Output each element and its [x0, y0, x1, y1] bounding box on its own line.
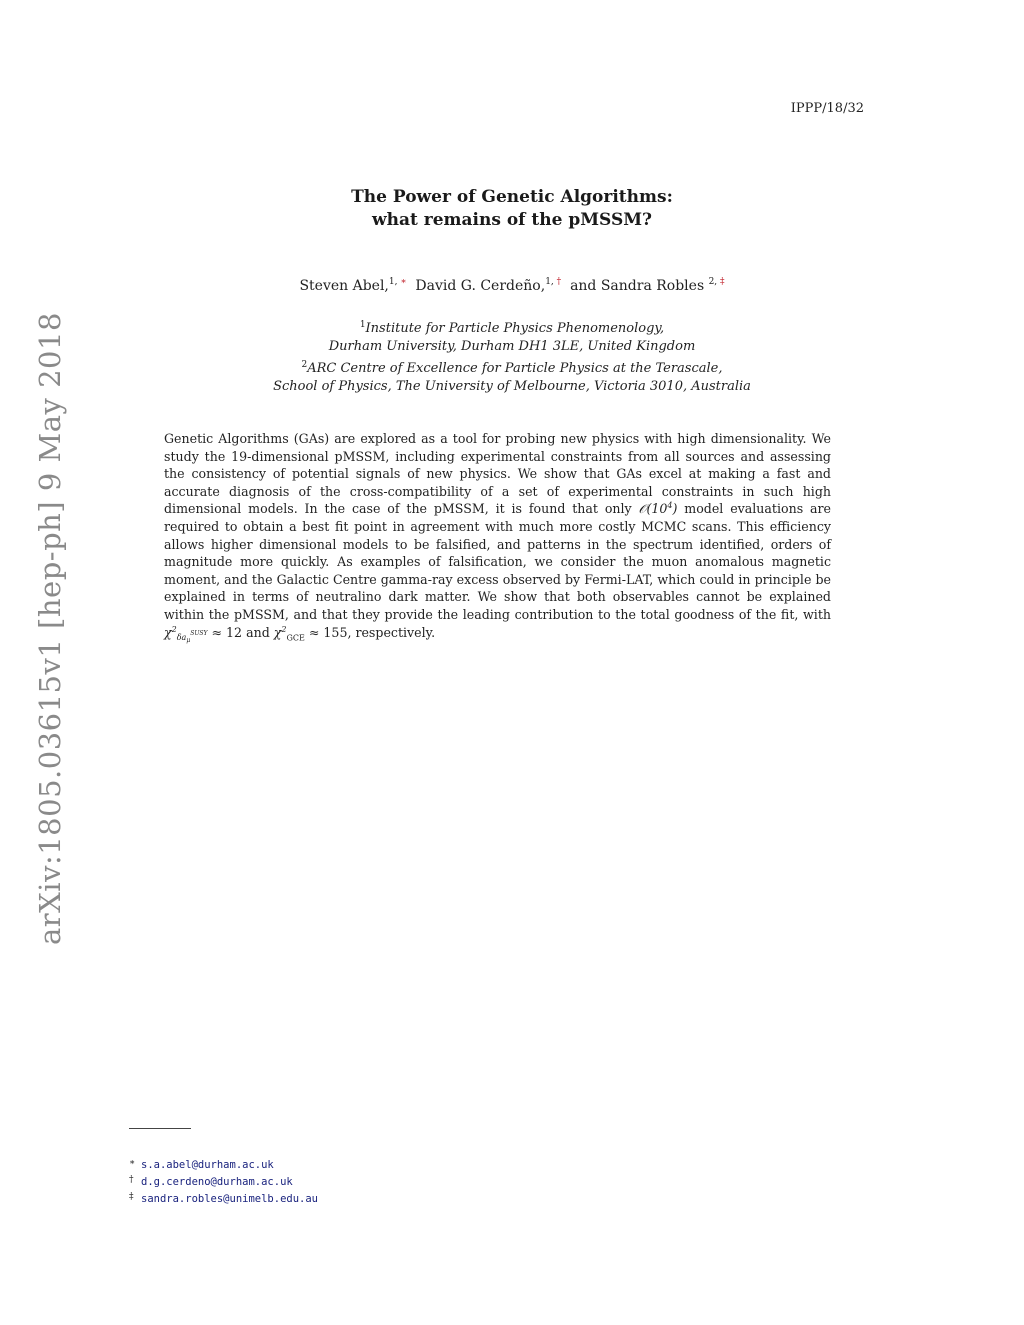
- affiliation-line: $^2$ARC Centre of Excellence for Particle Physics at the Terascale,: [301, 360, 723, 376]
- footnote-link[interactable]: ‡: [720, 277, 725, 287]
- footnote: † d.g.cerdeno@durham.ac.uk: [129, 1175, 293, 1188]
- abstract: Genetic Algorithms (GAs) are explored as a tool for probing new physics with high dimensionality. We study the 19-dimensional pMSSM, including experimental constraints from all sources and assessing the consistency of potential signals of new physics. We show that GAs excel at making a fast and accurate diagnosis of the cross-compatibility of a set of experimental constraints in such high dimensional models. In the case of the pMSSM, it is found that only $𝒪(10^4)$ model evaluations are required to obtain a best fit point in agreement with much more costly MCMC scans. This efficiency allows higher dimensional models to be falsified, and patterns in the spectrum identified, orders of magnitude more quickly. As examples of falsification, we consider the muon anomalous magnetic moment, and the Galactic Centre gamma-ray excess observed by Fermi-LAT, which could in principle be explained in terms of neutralino dark matter. We show that both observables cannot be explained within the pMSSM, and that they provide the leading contribution to the total goodness of the fit, with $\chi^2_{\delta a_\mu^{SUSY}} \approx 12$ and $\chi^2_{GCE} \approx 155$, respectively.: [164, 431, 831, 645]
- author-list: [0, 277, 1024, 294]
- footnotes: [129, 1157, 318, 1208]
- chi-squared-gce: $\chi^2_{GCE}$: [273, 624, 305, 643]
- footnote: ∗ s.a.abel@durham.ac.uk: [129, 1158, 274, 1171]
- report-number: IPPP/18/32: [790, 101, 864, 116]
- author-affil: 2,: [708, 277, 718, 287]
- paper-title: [0, 186, 1024, 232]
- author-name: Steven Abel,: [299, 278, 389, 294]
- footnote-link[interactable]: †: [556, 277, 562, 287]
- title-line-2: what remains of the pMSSM?: [371, 210, 653, 230]
- chi-squared-gm2: $\chi^2_{\delta a_\mu^{SUSY}}$: [164, 624, 208, 645]
- order-notation: $𝒪(10^4)$: [638, 501, 678, 517]
- email-link[interactable]: s.a.abel@durham.ac.uk: [141, 1159, 274, 1171]
- arxiv-watermark: arXiv:1805.03615v1 [hep-ph] 9 May 2018: [33, 312, 67, 945]
- affiliations: [0, 316, 1024, 396]
- author-affil: 1,: [545, 277, 554, 287]
- title-line-1: The Power of Genetic Algorithms:: [351, 187, 673, 207]
- affiliation-line: Durham University, Durham DH1 3LE, United Kingdom: [328, 339, 696, 354]
- author-affil: 1,: [388, 277, 398, 287]
- author-name: and Sandra Robles: [570, 278, 705, 294]
- footnote: ‡ sandra.robles@unimelb.edu.au: [129, 1192, 319, 1205]
- footnote-link[interactable]: ∗: [400, 277, 407, 287]
- author-name: David G. Cerdeño,: [415, 278, 546, 294]
- affiliation-line: School of Physics, The University of Melbourne, Victoria 3010, Australia: [273, 379, 751, 394]
- email-link[interactable]: d.g.cerdeno@durham.ac.uk: [141, 1176, 293, 1188]
- email-link[interactable]: sandra.robles@unimelb.edu.au: [141, 1193, 319, 1205]
- footnote-rule: [129, 1128, 191, 1129]
- affiliation-line: $^1$Institute for Particle Physics Phenomenology,: [359, 320, 665, 336]
